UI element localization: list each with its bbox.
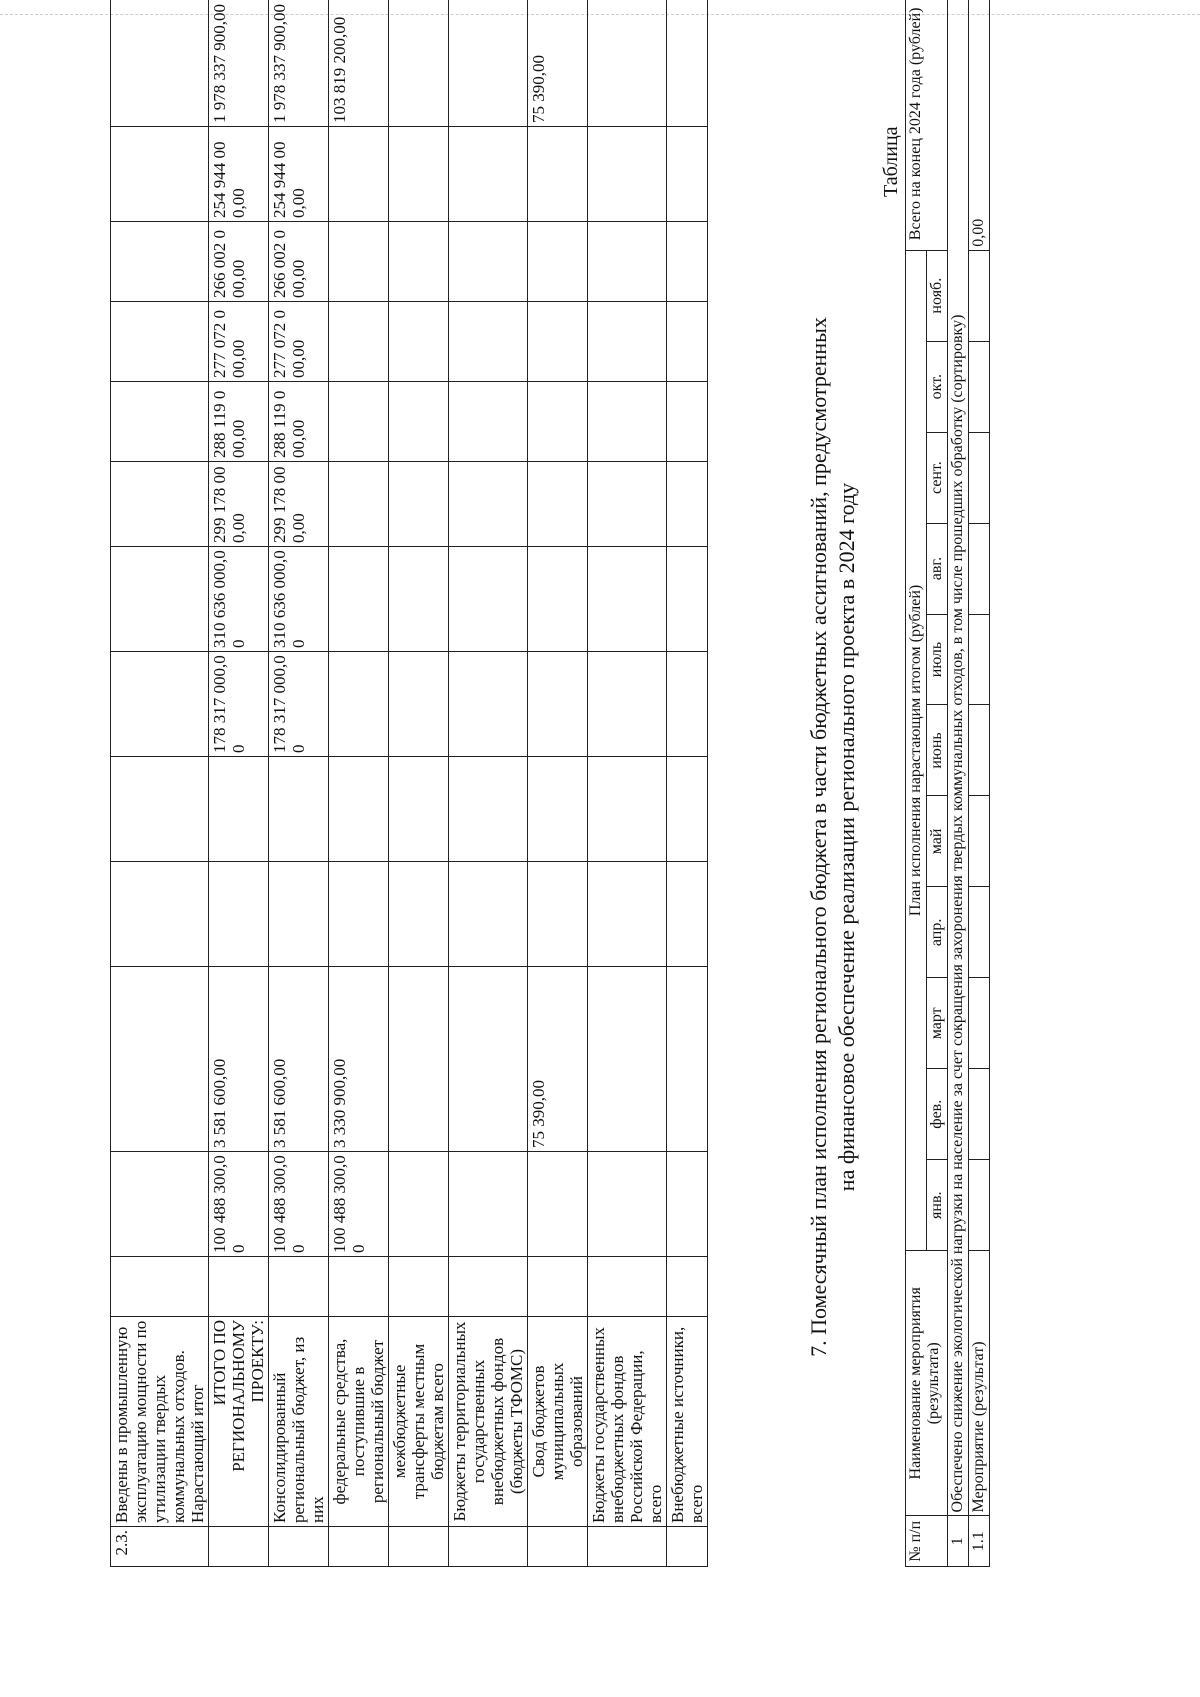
value-cell	[449, 222, 528, 302]
value-cell: 288 119 000,00	[209, 382, 269, 462]
value-cell: 1 978 337 900,00	[209, 0, 269, 127]
value-cell: 299 178 000,00	[209, 462, 269, 547]
row-num	[528, 1527, 588, 1567]
value-cell	[588, 652, 667, 757]
table-label: Таблица	[880, 126, 902, 197]
value-cell: 3 581 600,00	[269, 967, 329, 1152]
row-1-1-total: 0,00	[969, 0, 990, 250]
value-cell: 3 330 900,00	[329, 967, 389, 1152]
row-num: 2.3.	[111, 1527, 209, 1567]
value-cell	[449, 127, 528, 222]
value-cell	[528, 862, 588, 967]
value-cell	[667, 1152, 708, 1257]
month-header: авг.	[927, 523, 948, 614]
value-cell	[389, 1152, 449, 1257]
value-cell: 3 581 600,00	[209, 967, 269, 1152]
value-cell	[209, 757, 269, 862]
month-cell	[969, 523, 990, 614]
value-cell: 100 488 300,00	[209, 1152, 269, 1257]
value-cell	[667, 862, 708, 967]
row-1-num: 1	[948, 1516, 969, 1567]
value-cell	[111, 757, 209, 862]
value-cell	[111, 127, 209, 222]
value-cell	[389, 302, 449, 382]
value-cell	[528, 462, 588, 547]
month-cell	[969, 1160, 990, 1251]
value-cell	[111, 462, 209, 547]
value-cell	[329, 222, 389, 302]
value-cell	[588, 0, 667, 127]
value-cell	[111, 967, 209, 1152]
value-cell	[449, 862, 528, 967]
value-cell	[528, 222, 588, 302]
value-cell	[588, 1152, 667, 1257]
value-cell	[111, 302, 209, 382]
value-cell	[449, 967, 528, 1152]
value-cell	[667, 0, 708, 127]
value-cell	[329, 1257, 389, 1317]
value-cell	[528, 1152, 588, 1257]
value-cell	[449, 652, 528, 757]
header-num: № п/п	[906, 1516, 948, 1567]
value-cell	[111, 547, 209, 652]
month-cell	[969, 341, 990, 432]
value-cell	[269, 862, 329, 967]
value-cell	[528, 1257, 588, 1317]
value-cell	[588, 1257, 667, 1317]
value-cell	[528, 127, 588, 222]
heading-line-1: 7. Помесячный план исполнения регионального бюджета в части бюджетных ассигнований, предусмотренных	[806, 317, 831, 1357]
value-cell: 254 944 000,00	[269, 127, 329, 222]
value-cell	[329, 652, 389, 757]
row-label: Введены в промышленную эксплуатацию мощности по утилизации твердых коммунальных отходов. Нарастающий итог	[111, 1317, 209, 1527]
value-cell	[449, 0, 528, 127]
value-cell	[528, 302, 588, 382]
value-cell	[269, 1257, 329, 1317]
value-cell	[449, 462, 528, 547]
value-cell	[588, 127, 667, 222]
month-cell	[969, 1069, 990, 1160]
value-cell	[111, 1257, 209, 1317]
row-label: федеральные средства, поступившие в региональный бюджет	[329, 1317, 389, 1527]
value-cell	[588, 967, 667, 1152]
row-num	[209, 1527, 269, 1567]
value-cell: 310 636 000,00	[209, 547, 269, 652]
value-cell: 1 978 337 900,00	[269, 0, 329, 127]
value-cell	[389, 222, 449, 302]
row-label: Консолидированный региональный бюджет, из них	[269, 1317, 329, 1527]
value-cell	[329, 757, 389, 862]
header-name: Наименование мероприятия (результата)	[906, 1251, 948, 1516]
row-label: ИТОГО ПО РЕГИОНАЛЬНОМУ ПРОЕКТУ:	[209, 1317, 269, 1527]
value-cell: 266 002 000,00	[269, 222, 329, 302]
value-cell	[449, 1152, 528, 1257]
value-cell	[111, 0, 209, 127]
value-cell	[667, 1257, 708, 1317]
row-num	[269, 1527, 329, 1567]
row-num	[389, 1527, 449, 1567]
value-cell: 103 819 200,00	[329, 0, 389, 127]
value-cell	[111, 652, 209, 757]
value-cell	[588, 382, 667, 462]
monthly-plan-table	[905, 0, 990, 1567]
value-cell	[449, 1257, 528, 1317]
month-header: сент.	[927, 432, 948, 523]
value-cell: 299 178 000,00	[269, 462, 329, 547]
value-cell: 266 002 000,00	[209, 222, 269, 302]
month-header: июль	[927, 614, 948, 705]
value-cell: 277 072 000,00	[269, 302, 329, 382]
month-cell	[969, 614, 990, 705]
value-cell: 288 119 000,00	[269, 382, 329, 462]
row-label: Бюджеты территориальных государственных внебюджетных фондов (бюджеты ТФОМС)	[449, 1317, 528, 1527]
value-cell	[667, 652, 708, 757]
header-plan: План исполнения нарастающим итогом (рублей)	[906, 250, 927, 1250]
budget-row	[269, 0, 329, 1567]
value-cell	[389, 652, 449, 757]
value-cell	[667, 127, 708, 222]
budget-table	[110, 0, 708, 1567]
value-cell: 254 944 000,00	[209, 127, 269, 222]
value-cell	[389, 967, 449, 1152]
value-cell	[449, 757, 528, 862]
row-num	[667, 1527, 708, 1567]
value-cell	[588, 547, 667, 652]
value-cell	[329, 462, 389, 547]
value-cell	[329, 862, 389, 967]
value-cell	[588, 862, 667, 967]
value-cell: 75 390,00	[528, 0, 588, 127]
value-cell	[528, 757, 588, 862]
value-cell	[389, 862, 449, 967]
value-cell	[111, 222, 209, 302]
month-cell	[969, 978, 990, 1069]
value-cell	[329, 127, 389, 222]
value-cell	[528, 382, 588, 462]
value-cell: 178 317 000,00	[269, 652, 329, 757]
value-cell	[667, 222, 708, 302]
budget-row	[449, 0, 528, 1567]
row-num	[449, 1527, 528, 1567]
heading-line-2: на финансовое обеспечение реализации регионального проекта в 2024 году	[834, 482, 859, 1192]
value-cell	[389, 127, 449, 222]
value-cell	[667, 757, 708, 862]
budget-row	[667, 0, 708, 1567]
value-cell	[389, 757, 449, 862]
month-cell	[969, 250, 990, 341]
value-cell	[389, 382, 449, 462]
value-cell	[588, 462, 667, 547]
value-cell	[667, 967, 708, 1152]
value-cell	[528, 652, 588, 757]
month-header: окт.	[927, 341, 948, 432]
value-cell	[389, 1257, 449, 1317]
value-cell	[111, 862, 209, 967]
value-cell	[449, 382, 528, 462]
value-cell	[667, 547, 708, 652]
month-cell	[969, 705, 990, 796]
value-cell	[329, 302, 389, 382]
month-cell	[969, 887, 990, 978]
row-num	[329, 1527, 389, 1567]
month-header: май	[927, 796, 948, 887]
month-header: нояб.	[927, 250, 948, 341]
row-1-1-num: 1.1	[969, 1516, 990, 1567]
value-cell	[329, 382, 389, 462]
month-header: апр.	[927, 887, 948, 978]
value-cell	[209, 862, 269, 967]
month-cell	[969, 796, 990, 887]
budget-row	[528, 0, 588, 1567]
budget-row	[389, 0, 449, 1567]
value-cell	[449, 547, 528, 652]
value-cell	[269, 757, 329, 862]
value-cell	[667, 302, 708, 382]
value-cell: 100 488 300,00	[269, 1152, 329, 1257]
value-cell	[329, 547, 389, 652]
value-cell: 178 317 000,00	[209, 652, 269, 757]
budget-row	[329, 0, 389, 1567]
month-header: март	[927, 978, 948, 1069]
value-cell	[389, 547, 449, 652]
month-cell	[969, 432, 990, 523]
month-header: янв.	[927, 1160, 948, 1251]
value-cell	[528, 547, 588, 652]
header-total: Всего на конец 2024 года (рублей)	[906, 0, 948, 250]
value-cell: 75 390,00	[528, 967, 588, 1152]
row-label: Бюджеты государственных внебюджетных фондов Российской Федерации, всего	[588, 1317, 667, 1527]
month-header: июнь	[927, 705, 948, 796]
row-1-1-label: Мероприятие (результат)	[969, 1251, 990, 1516]
value-cell: 277 072 000,00	[209, 302, 269, 382]
value-cell	[588, 302, 667, 382]
value-cell	[111, 1152, 209, 1257]
budget-row	[111, 0, 209, 1567]
value-cell	[209, 1257, 269, 1317]
row-label: Внебюджетные источники, всего	[667, 1317, 708, 1527]
value-cell	[449, 302, 528, 382]
value-cell	[588, 757, 667, 862]
value-cell	[389, 0, 449, 127]
budget-row	[588, 0, 667, 1567]
value-cell: 310 636 000,00	[269, 547, 329, 652]
section-heading	[805, 237, 861, 1437]
value-cell	[667, 382, 708, 462]
row-label: Свод бюджетов муниципальных образований	[528, 1317, 588, 1527]
row-label: межбюджетные трансферты местным бюджетам всего	[389, 1317, 449, 1527]
row-num	[588, 1527, 667, 1567]
value-cell	[389, 462, 449, 547]
value-cell	[588, 222, 667, 302]
value-cell: 100 488 300,00	[329, 1152, 389, 1257]
row-1-text: Обеспечено снижение экологической нагрузки на население за счет сокращения захоронения твердых коммунальных отходов, в том числе прошедших обработку (сортировку)	[948, 0, 969, 1516]
value-cell	[667, 462, 708, 547]
budget-row	[209, 0, 269, 1567]
value-cell	[111, 382, 209, 462]
month-header: фев.	[927, 1069, 948, 1160]
